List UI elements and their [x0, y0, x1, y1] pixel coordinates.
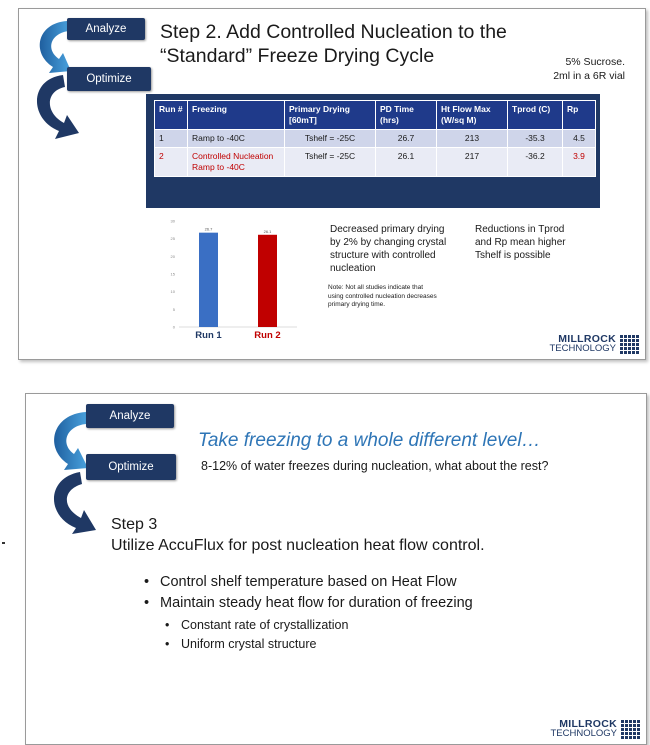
col-header: Freezing	[188, 101, 285, 130]
title-line-2: “Standard” Freeze Drying Cycle	[160, 45, 435, 67]
sub-bullet-item: • Constant rate of crystallization	[165, 616, 348, 635]
curved-arrow-icon	[54, 412, 88, 470]
bullet-item: • Maintain steady heat flow for duration of freezing	[144, 593, 473, 614]
logo-line-1: MILLROCK	[559, 718, 617, 730]
table-cell: -36.2	[508, 148, 563, 177]
data-label: 26.1	[263, 228, 272, 234]
edge-mark	[2, 542, 5, 544]
millrock-logo	[550, 719, 640, 739]
curved-arrow-icon	[54, 472, 96, 534]
table-cell: Controlled Nucleation Ramp to -40C	[188, 148, 285, 177]
sample-note-line-1: 5% Sucrose.	[565, 56, 625, 68]
col-header: Rp	[563, 101, 596, 130]
optimize-box: Optimize	[86, 454, 176, 480]
workflow-diagram	[19, 9, 159, 149]
sub-bullet-item: • Uniform crystal structure	[165, 635, 348, 654]
slide-subtitle: 8-12% of water freezes during nucleation, what about the rest?	[201, 459, 549, 473]
table-cell: 26.1	[376, 148, 437, 177]
millrock-logo	[549, 334, 639, 354]
y-tick-label: 20	[170, 253, 175, 259]
workflow-diagram	[26, 394, 176, 534]
table-cell: Ramp to -40C	[188, 130, 285, 148]
y-tick-label: 25	[170, 236, 175, 242]
col-header: Ht Flow Max (W/sq M)	[437, 101, 508, 130]
table-cell: 2	[155, 148, 188, 177]
table-cell: 1	[155, 130, 188, 148]
table-row	[155, 130, 596, 148]
slide-step-2	[18, 8, 646, 360]
y-tick-label: 0	[172, 324, 175, 330]
col-header: Run #	[155, 101, 188, 130]
table-cell: -35.3	[508, 130, 563, 148]
logo-line-1: MILLROCK	[558, 333, 616, 345]
optimize-box: Optimize	[67, 67, 151, 91]
table-cell: Tshelf = -25C	[285, 130, 376, 148]
sample-note	[553, 55, 625, 83]
primary-drying-text: Decreased primary drying by 2% by changing crystal structure with controlled nucleation	[330, 224, 447, 274]
bar	[199, 233, 218, 327]
sample-note-line-2: 2ml in a 6R vial	[553, 70, 625, 82]
results-table	[154, 100, 596, 177]
col-header: PD Time (hrs)	[376, 101, 437, 130]
table-header-row	[155, 101, 596, 130]
y-tick-label: 15	[170, 271, 175, 277]
table-cell: Tshelf = -25C	[285, 148, 376, 177]
table-cell: 4.5	[563, 130, 596, 148]
reductions-text: Reductions in Tprod and Rp mean higher Tshelf is possible	[475, 224, 566, 261]
category-label: Run 2	[254, 330, 281, 341]
y-tick-label: 10	[170, 289, 175, 295]
col-header: Primary Drying [60mT]	[285, 101, 376, 130]
y-tick-label: 30	[170, 218, 175, 224]
bullet-item: • Control shelf temperature based on Heat Flow	[144, 572, 473, 593]
slide-title	[160, 20, 600, 68]
title-line-1: Step 2. Add Controlled Nucleation to the	[160, 21, 507, 43]
slide-tagline: Take freezing to a whole different level…	[198, 430, 541, 451]
y-tick-label: 5	[172, 306, 175, 312]
step-line-1: Step 3	[111, 516, 158, 533]
bullet-list	[144, 572, 473, 614]
analyze-box: Analyze	[67, 18, 145, 40]
logo-dots-icon	[621, 720, 640, 739]
table-cell: 213	[437, 130, 508, 148]
logo-line-2: TECHNOLOGY	[549, 343, 616, 354]
analyze-box: Analyze	[86, 404, 174, 428]
table-cell: 217	[437, 148, 508, 177]
logo-line-2: TECHNOLOGY	[550, 728, 617, 739]
col-header: Tprod (C)	[508, 101, 563, 130]
category-label: Run 1	[195, 330, 222, 341]
step-line-2: Utilize AccuFlux for post nucleation heat flow control.	[111, 537, 485, 554]
table-row	[155, 148, 596, 177]
table-cell: 3.9	[563, 148, 596, 177]
step-heading	[111, 514, 485, 556]
table-cell: 26.7	[376, 130, 437, 148]
logo-dots-icon	[620, 335, 639, 354]
sub-bullet-list	[165, 616, 348, 654]
results-table-frame	[146, 94, 600, 208]
data-label: 26.7	[204, 226, 213, 232]
bar	[258, 235, 277, 327]
note-text: Note: Not all studies indicate that using controlled nucleation decreases primary drying time.	[328, 284, 437, 308]
slide-step-3	[25, 393, 647, 745]
pd-time-bar-chart	[161, 215, 301, 345]
